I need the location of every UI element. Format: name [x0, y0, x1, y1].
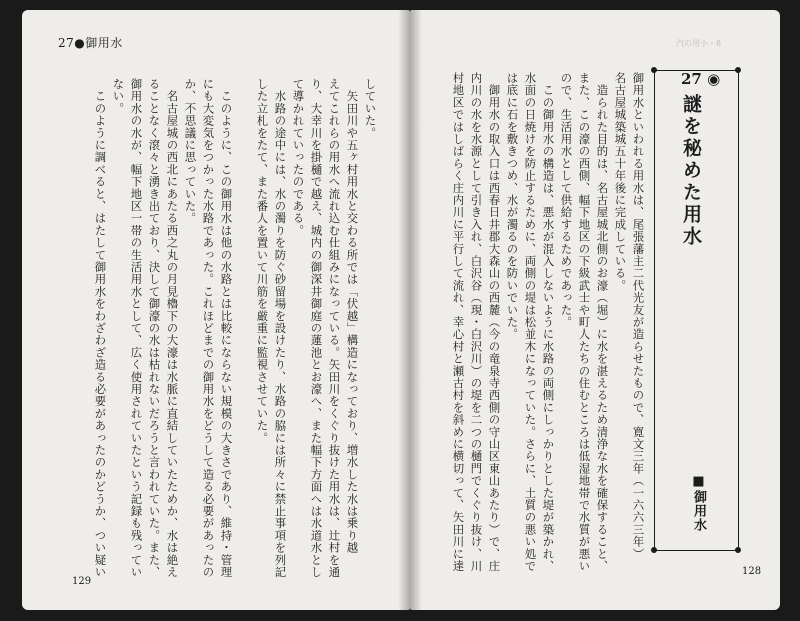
left-text-line: て導かれていったのである。 [291, 78, 306, 237]
frame-corner-dot [651, 67, 657, 73]
left-text-line: 矢田川や五ヶ村用水と交わる所では「伏越」構造になっており、増水した水は乗り越 [345, 78, 360, 554]
left-text-line: 名古屋城の西北にあたる西之丸の月見櫓下の大濠は水脈に直結していたためか、水は絶え [165, 78, 180, 579]
right-text-line: ので、生活用水として供給するためであった。 [559, 72, 574, 329]
left-text-line: ることなく滾々と湧き出ており、決して御濠の水は枯れないだろうと言われていた。また、 [147, 78, 162, 579]
left-text-line: にも大変気をつかった水路であった。これほどまでの御用水をどうして造る必要があったの [201, 78, 216, 579]
section-label: ■御用水 [691, 474, 706, 532]
left-text-line: ない。 [111, 78, 126, 115]
left-text-line: り、大幸川を掛樋で越え、城内の御深井御庭の蓮池とお濠へ、また幅下方面へは水道水とし [309, 78, 324, 579]
frame-right-rule [738, 70, 739, 550]
right-text-line: また、この濠の西側、幅下地区の下級武士や町人たちの住むところは低湿地帯で水質が悪い [577, 72, 592, 573]
frame-left-rule [654, 70, 655, 550]
right-text-line: 内川の水を水源として引き入れ、白沢谷（現・白沢川）の堤を二つの樋門でくぐり抜け、川 [469, 72, 484, 573]
right-text-line: この御用水の構造は、悪水が混入しないように水路の両側にしっかりとした堤が築かれ、 [541, 72, 556, 573]
right-text-line: 御用水といわれる用水は、尾張藩主二代光友が造らせたもので、寛文三年（一六六三年） [631, 72, 646, 560]
left-text-line: した立札をたて、また番人を置いて川筋を厳重に監視させていた。 [255, 78, 270, 444]
chapter-number [681, 70, 720, 88]
right-text-line: 名古屋城築城五十年後に完成している。 [613, 72, 628, 292]
left-text-line: 水路の途中には、水の濁りを防ぐ砂留場を設けたり、水路の脇には所々に禁止事項を列記 [273, 78, 288, 579]
chapter-number-text: 27 [681, 70, 702, 88]
running-head: 27●御用水 [58, 36, 123, 50]
page-number-left: 129 [72, 576, 92, 587]
frame-bottom-rule [654, 550, 740, 551]
left-text-line: していた。 [363, 78, 378, 139]
frame-corner-dot [651, 547, 657, 553]
frame-corner-dot [735, 67, 741, 73]
right-text-line: 水面の日焼けを防止するために、両側の堤は松並木になっていた。さらに、土質の悪い処で [523, 72, 538, 573]
frame-corner-dot [735, 547, 741, 553]
page-number-right: 128 [742, 566, 762, 577]
bleed-through-text: 汽の用小・8 [676, 39, 722, 48]
left-text-line: えてこれらの用水へ流れ込む仕組みになっている。矢田川をくぐり抜けた用水は、辻村を通 [327, 78, 342, 579]
left-text-line: このように調べると、はたして御用水をわざわざ造る必要があったのかどうか、つい疑い [93, 78, 108, 579]
book-gutter [398, 10, 422, 610]
right-text-line: 御用水の取入口は西春日井郡大森山の西麓（今の竜泉寺西側の守山区東山あたり）で、庄 [487, 72, 502, 573]
left-text-line: 御用水の水が、幅下地区一帯の生活用水として、広く使用されていたという記録も残ってい [129, 78, 144, 579]
right-text-line: 造られた目的は、名古屋城北側のお濠（堀）に水を湛えるため清浄な水を確保すること、 [595, 72, 610, 573]
chapter-title: 謎を秘めた用水 [680, 94, 702, 248]
chapter-bullet-icon: ◉ [707, 70, 721, 88]
left-text-line: このように、この御用水は他の水路とは比較にならない規模の大きさであり、維持・管理 [219, 78, 234, 579]
right-text-line: 村地区ではしばらく庄内川に平行して流れ、幸心村と瀬古村を斜めに横切って、矢田川に達 [451, 72, 466, 573]
left-text-line: か、不思議に思っていた。 [183, 78, 198, 225]
right-text-line: は底に石を敷きつめ、水が濁るのを防いでいた。 [505, 72, 520, 341]
